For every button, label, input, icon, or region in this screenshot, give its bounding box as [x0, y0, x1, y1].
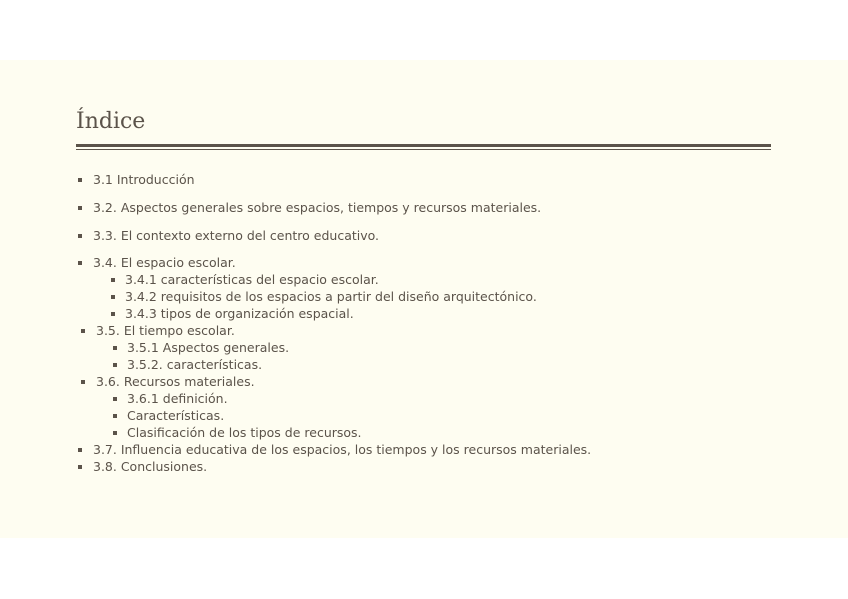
bullet-icon: [111, 278, 115, 282]
list-item: 3.4. El espacio escolar.: [93, 255, 236, 270]
bullet-icon: [78, 178, 82, 182]
list-item: 3.6. Recursos materiales.: [96, 374, 255, 389]
title-rule-thin: [76, 149, 771, 150]
list-item: 3.4.2 requisitos de los espacios a partir del diseño arquitectónico.: [125, 289, 537, 304]
list-item: 3.4.3 tipos de organización espacial.: [125, 306, 354, 321]
list-item: 3.4.1 características del espacio escolar.: [125, 272, 379, 287]
list-item: Características.: [127, 408, 225, 423]
bullet-icon: [78, 465, 82, 469]
bullet-icon: [111, 312, 115, 316]
bullet-icon: [81, 380, 85, 384]
list-item: Clasificación de los tipos de recursos.: [127, 425, 362, 440]
bullet-icon: [78, 206, 82, 210]
slide: [0, 60, 848, 538]
list-item: 3.5. El tiempo escolar.: [96, 323, 235, 338]
bullet-icon: [113, 346, 117, 350]
bullet-icon: [113, 363, 117, 367]
list-item: 3.3. El contexto externo del centro educativo.: [93, 228, 380, 243]
list-item: 3.2. Aspectos generales sobre espacios, tiempos y recursos materiales.: [93, 200, 542, 215]
title-rule-thick: [76, 144, 771, 147]
bullet-icon: [81, 329, 85, 333]
bullet-icon: [78, 448, 82, 452]
bullet-icon: [111, 295, 115, 299]
bullet-icon: [78, 261, 82, 265]
list-item: 3.5.2. características.: [127, 357, 263, 372]
list-item: 3.1 Introducción: [93, 172, 195, 187]
list-item: 3.5.1 Aspectos generales.: [127, 340, 290, 355]
bullet-icon: [113, 414, 117, 418]
list-item: 3.6.1 definición.: [127, 391, 228, 406]
slide-title: Índice: [76, 109, 146, 134]
bullet-icon: [78, 234, 82, 238]
list-item: 3.7. Influencia educativa de los espacios, los tiempos y los recursos materiales.: [93, 442, 592, 457]
bullet-icon: [113, 397, 117, 401]
list-item: 3.8. Conclusiones.: [93, 459, 208, 474]
bullet-icon: [113, 431, 117, 435]
